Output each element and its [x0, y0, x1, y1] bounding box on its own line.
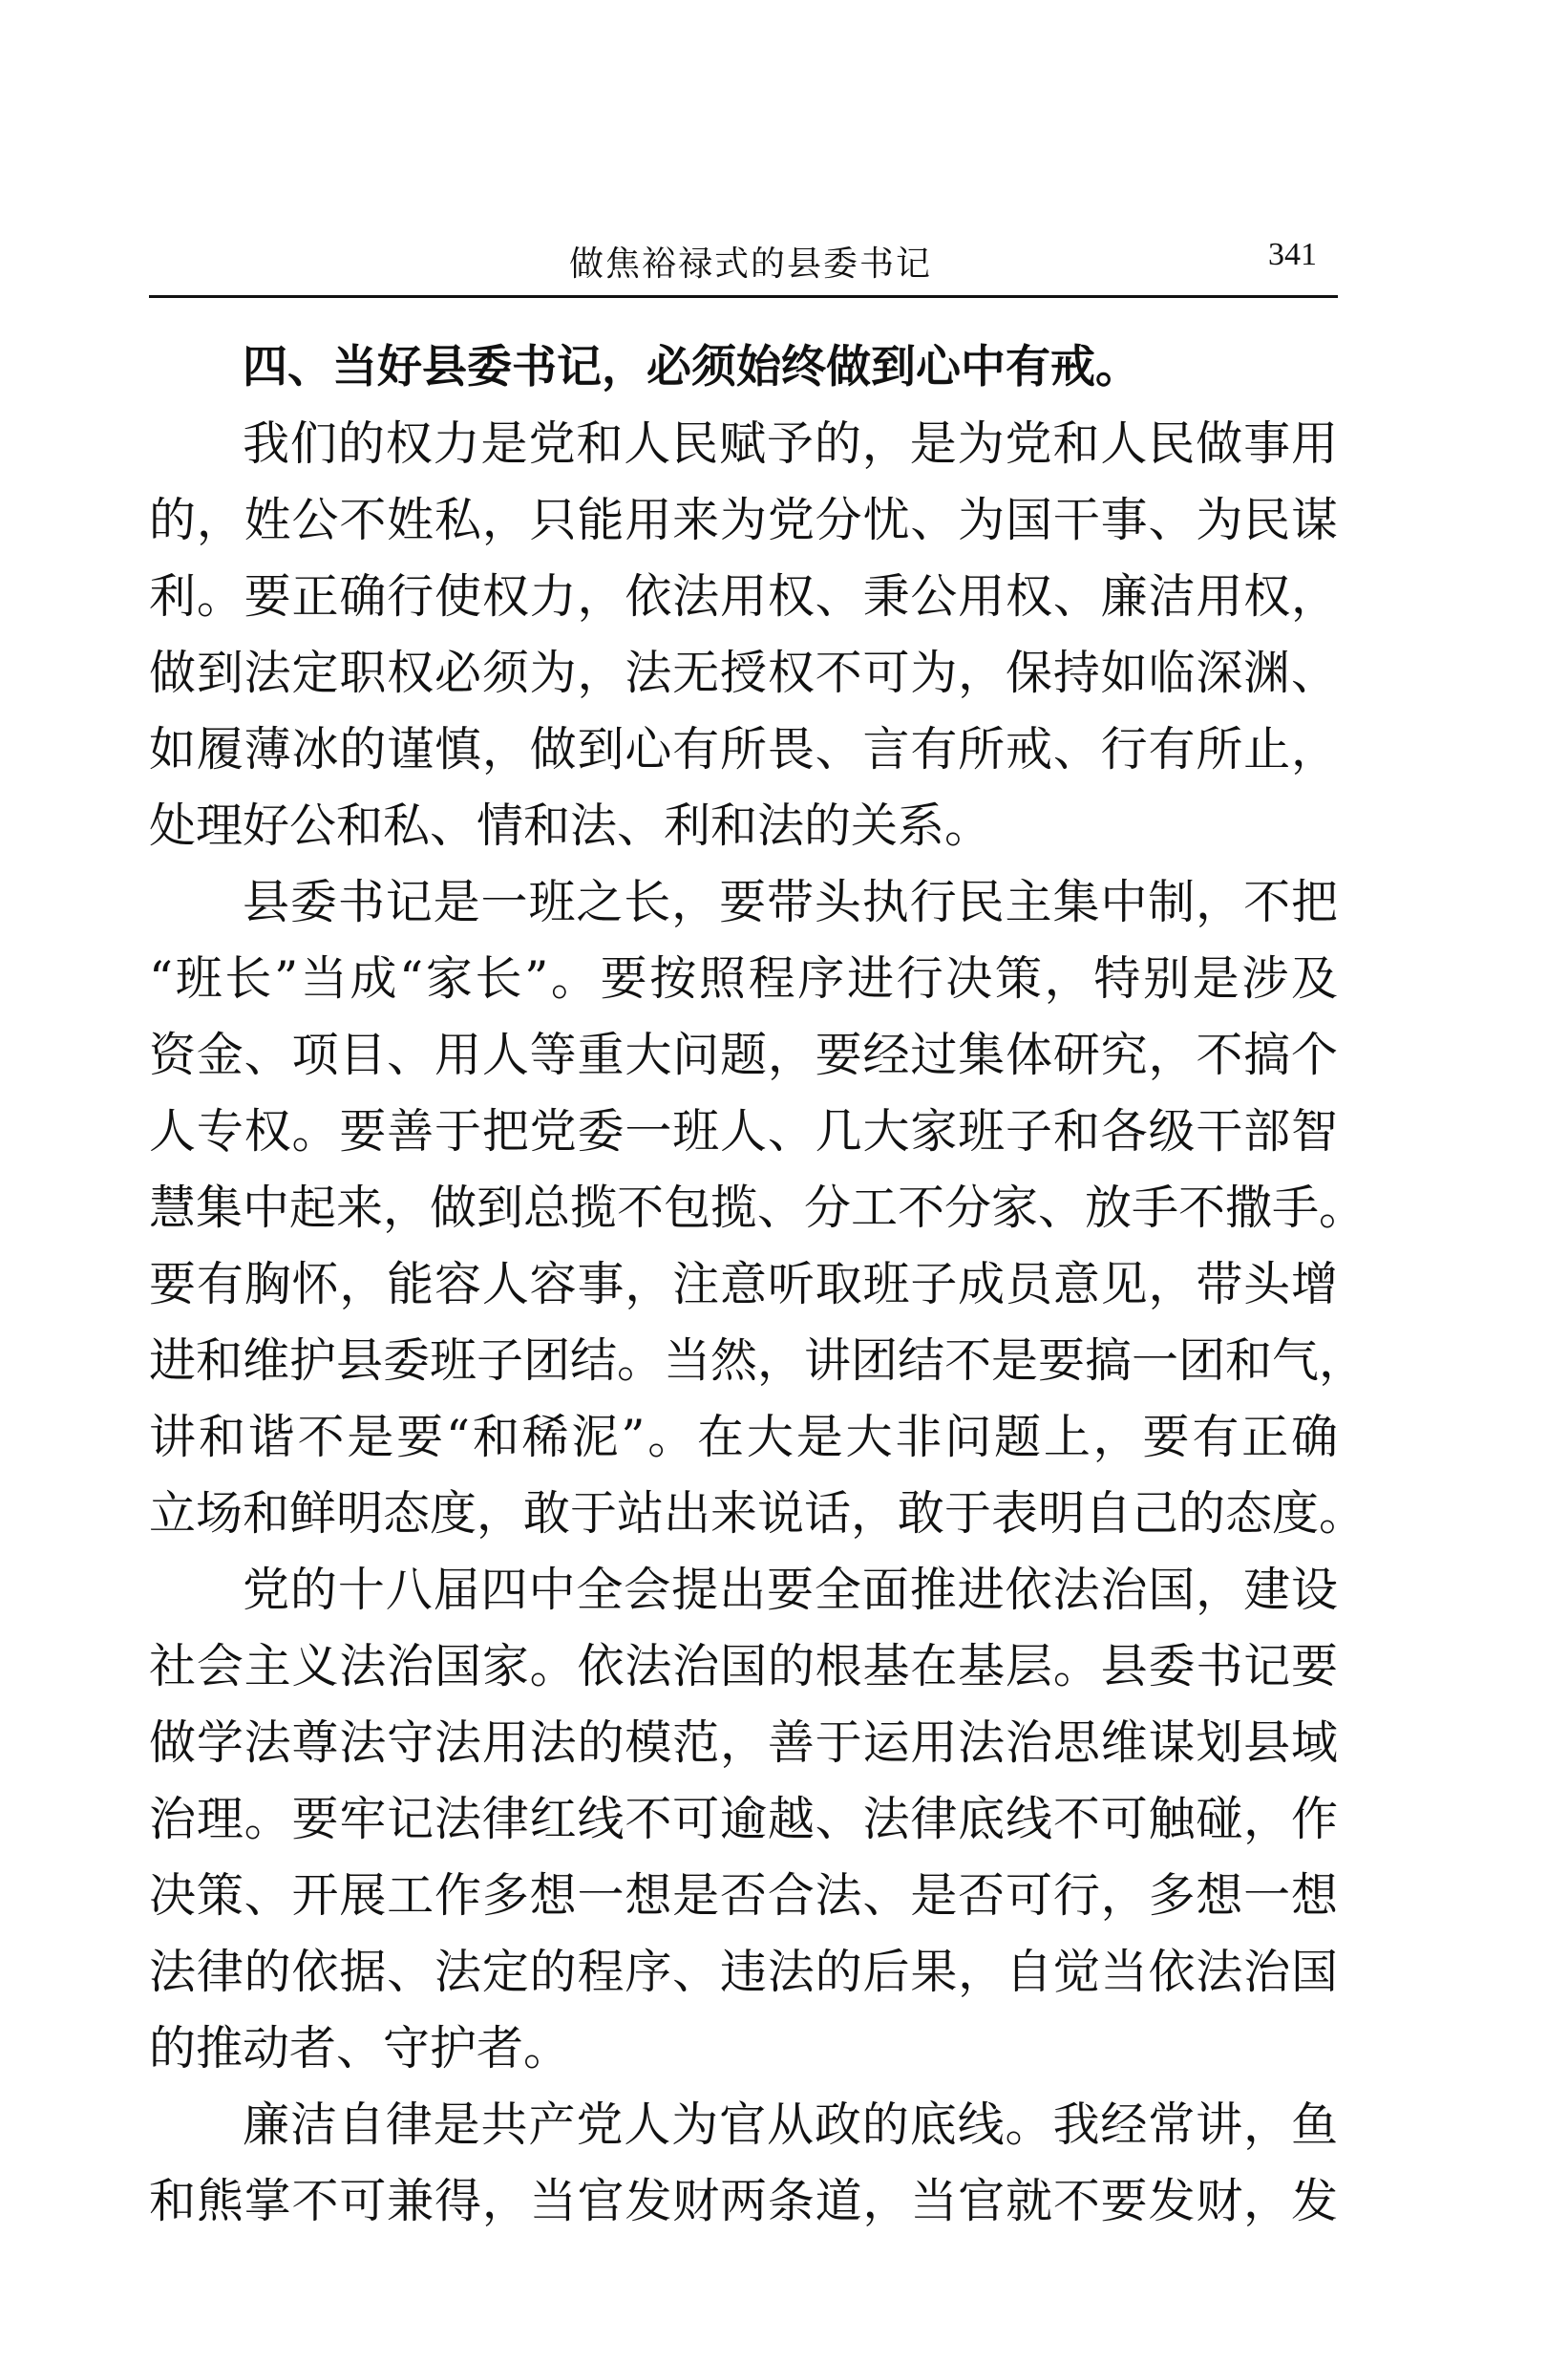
text-line: 决策、开展工作多想一想是否合法、是否可行，多想一想: [149, 1868, 1338, 1923]
text-line: 进和维护县委班子团结。当然，讲团结不是要搞一团和气，: [149, 1333, 1367, 1388]
text-line: 慧集中起来，做到总揽不包揽、分工不分家、放手不撒手。: [149, 1181, 1367, 1235]
text-line: 社会主义法治国家。依法治国的根基在基层。县委书记要: [149, 1639, 1338, 1693]
text-line: 县委书记是一班之长，要带头执行民主集中制，不把: [243, 875, 1338, 929]
text-line: 处理好公和私、情和法、利和法的关系。: [149, 798, 992, 853]
text-line: 做到法定职权必须为，法无授权不可为，保持如临深渊、: [149, 646, 1338, 700]
text-line: 资金、项目、用人等重大问题，要经过集体研究，不搞个: [149, 1028, 1338, 1082]
text-line: 如履薄冰的谨慎，做到心有所畏、言有所戒、行有所止，: [149, 722, 1338, 777]
running-title: 做焦裕禄式的县委书记: [569, 245, 933, 284]
text-line: 人专权。要善于把党委一班人、几大家班子和各级干部智: [149, 1104, 1338, 1159]
text-line: 党的十八届四中全会提出要全面推进依法治国，建设: [243, 1563, 1338, 1617]
text-line: 的，姓公不姓私，只能用来为党分忧、为国干事、为民谋: [149, 493, 1338, 547]
text-line: 立场和鲜明态度，敢于站出来说话，敢于表明自己的态度。: [149, 1486, 1367, 1541]
section-heading: 四、当好县委书记，必须始终做到心中有戒。: [243, 341, 1140, 394]
text-line: 讲和谐不是要“和稀泥”。在大是大非问题上，要有正确: [149, 1410, 1338, 1464]
text-line: 廉洁自律是共产党人为官从政的底线。我经常讲，鱼: [243, 2097, 1338, 2152]
text-line: “班长”当成“家长”。要按照程序进行决策，特别是涉及: [149, 951, 1338, 1006]
page-number: 341: [1268, 237, 1317, 272]
text-line: 我们的权力是党和人民赋予的，是为党和人民做事用: [243, 416, 1338, 471]
text-line: 利。要正确行使权力，依法用权、秉公用权、廉洁用权，: [149, 569, 1338, 624]
page-header: [149, 229, 1338, 296]
text-line: 做学法尊法守法用法的模范，善于运用法治思维谋划县域: [149, 1715, 1338, 1770]
header-rule: [149, 295, 1338, 298]
text-line: 要有胸怀，能容人容事，注意听取班子成员意见，带头增: [149, 1257, 1338, 1311]
text-line: 的推动者、守护者。: [149, 2021, 571, 2076]
text-line: 和熊掌不可兼得，当官发财两条道，当官就不要发财，发: [149, 2174, 1338, 2228]
text-line: 法律的依据、法定的程序、违法的后果，自觉当依法治国: [149, 1945, 1338, 1999]
text-line: 治理。要牢记法律红线不可逾越、法律底线不可触碰，作: [149, 1792, 1338, 1846]
